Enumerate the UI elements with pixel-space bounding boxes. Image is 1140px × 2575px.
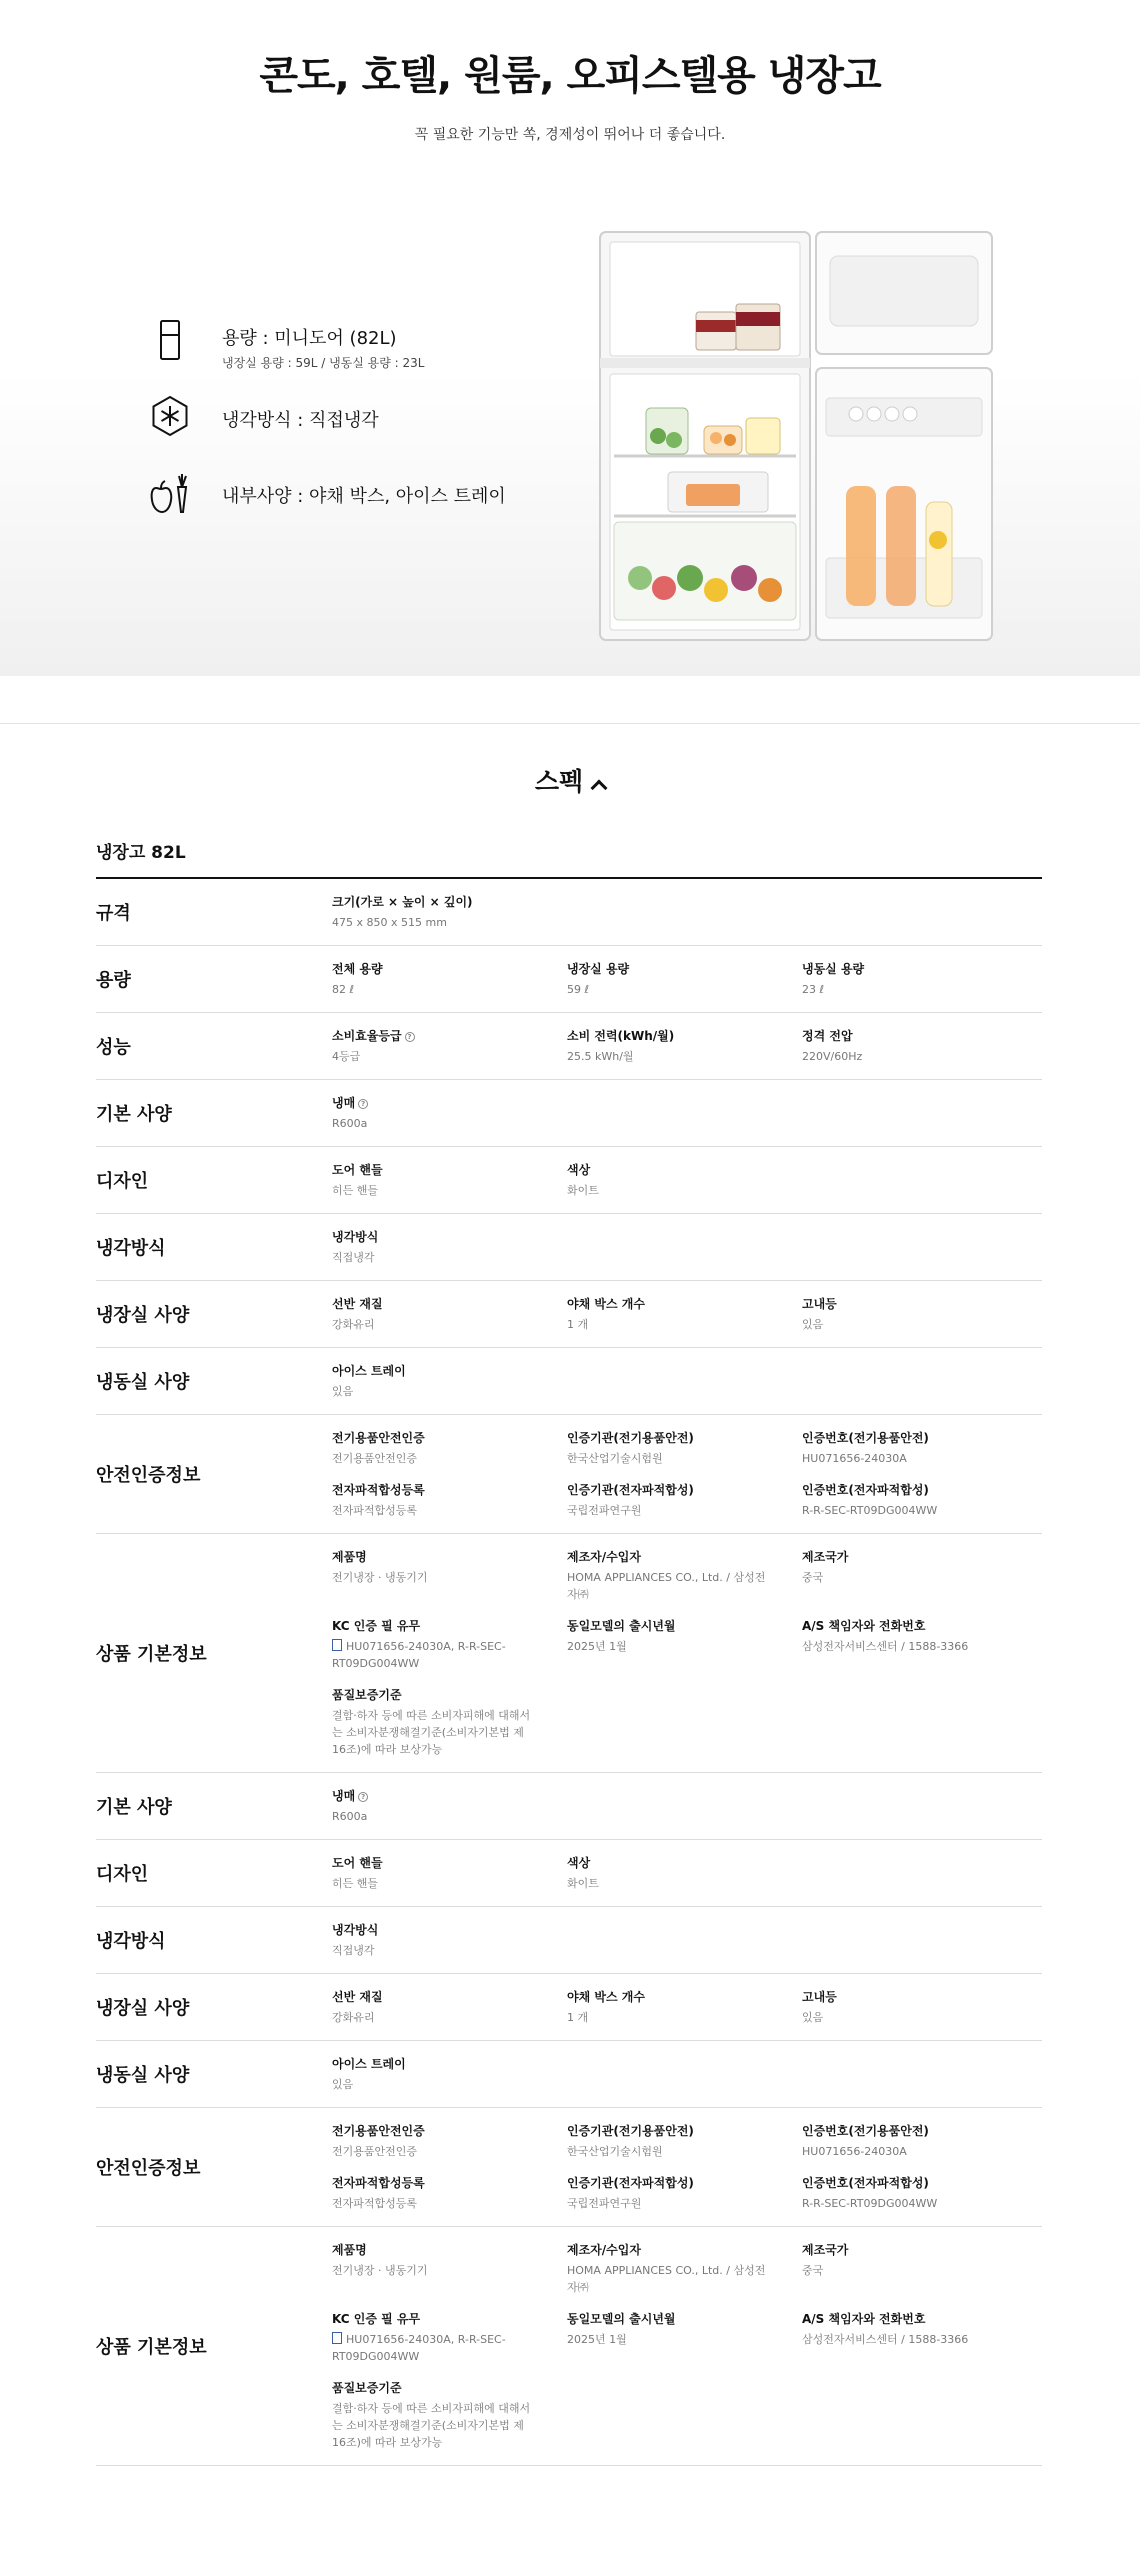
- spec-row-label: 기본 사양: [96, 1797, 172, 1818]
- spec-cell: [332, 1027, 567, 1079]
- spec-key: 제조국가: [802, 2243, 849, 2257]
- spec-row: [96, 946, 1042, 1013]
- spec-row: [96, 1907, 1042, 1974]
- spec-cell: [332, 1481, 567, 1533]
- spec-value: 있음: [332, 1385, 354, 1398]
- spec-cell: [567, 1617, 802, 1686]
- spec-key: 제조국가: [802, 1550, 849, 1564]
- spec-cell: [567, 1988, 802, 2040]
- spec-value: R600a: [332, 1810, 368, 1823]
- spec-cell: [567, 1161, 802, 1213]
- spec-cell: [802, 2310, 1037, 2379]
- spec-cell: [332, 2174, 567, 2226]
- spec-key: 전자파적합성등록: [332, 1483, 425, 1497]
- kc-mark-icon: [332, 2332, 342, 2344]
- spec-key: 선반 재질: [332, 1297, 383, 1311]
- spec-key: 도어 핸들: [332, 1163, 383, 1177]
- spec-cells: [332, 879, 1042, 945]
- spec-cell: [802, 2241, 1037, 2310]
- spec-key: 품질보증기준: [332, 2381, 402, 2395]
- spec-key: 크기(가로 × 높이 × 깊이): [332, 895, 473, 909]
- spec-value: 4등급: [332, 1050, 361, 1063]
- spec-cell: [567, 960, 802, 1012]
- spec-row-label: 디자인: [96, 1171, 149, 1192]
- spec-cell: [332, 1362, 567, 1414]
- spec-value: 있음: [802, 2011, 824, 2024]
- spec-key: 전기용품안전인증: [332, 1431, 425, 1445]
- spec-key: 제품명: [332, 1550, 367, 1564]
- spec-cell: [802, 1027, 1037, 1079]
- info-icon[interactable]: ?: [358, 1099, 368, 1109]
- spec-key: 제조자/수입자: [567, 1550, 641, 1564]
- spec-key: 소비효율등급: [332, 1029, 402, 1043]
- spec-row: [96, 1080, 1042, 1147]
- spec-cells: [332, 1907, 1042, 1973]
- spec-value: 전자파적합성등록: [332, 1504, 418, 1517]
- spec-key: 품질보증기준: [332, 1688, 402, 1702]
- spec-row: [96, 1974, 1042, 2041]
- spec-cell: [567, 1295, 802, 1347]
- spec-value: 히든 핸들: [332, 1877, 379, 1890]
- spec-key: 냉각방식: [332, 1230, 379, 1244]
- spec-value: 한국산업기술시험원: [567, 1452, 663, 1465]
- spec-row: [96, 1147, 1042, 1214]
- spec-value: 직접냉각: [332, 1251, 375, 1264]
- spec-value: 82 ℓ: [332, 983, 355, 996]
- spec-value: 삼성전자서비스센터 / 1588-3366: [802, 2333, 969, 2346]
- spec-value: 결함·하자 등에 따른 소비자피해에 대해서는 소비자분쟁해결기준(소비자기본법 제16조)에 따라 보상가능: [332, 2402, 531, 2449]
- spec-cell: [332, 1988, 567, 2040]
- spec-key: 소비 전력(kWh/월): [567, 1029, 675, 1043]
- spec-row: [96, 1281, 1042, 1348]
- spec-value: R-R-SEC-RT09DG004WW: [802, 1504, 938, 1517]
- hero-title: 콘도, 호텔, 원룸, 오피스텔용 냉장고: [259, 53, 881, 99]
- spec-key: 인증기관(전자파적합성): [567, 1483, 694, 1497]
- spec-rows: [96, 879, 1042, 2466]
- spec-value: 220V/60Hz: [802, 1050, 863, 1063]
- spec-value: R600a: [332, 1117, 368, 1130]
- spec-cell: [332, 1228, 567, 1280]
- spec-key: 동일모델의 출시년월: [567, 2312, 676, 2326]
- spec-cells: [332, 1974, 1042, 2040]
- spec-cell: [332, 2379, 567, 2465]
- spec-row-label: 냉장실 사양: [96, 1305, 190, 1326]
- spec-row-label: 안전인증정보: [96, 2158, 201, 2179]
- spec-cells: [332, 1080, 1042, 1146]
- spec-key: 인증번호(전자파적합성): [802, 2176, 929, 2190]
- spec-key: 제조자/수입자: [567, 2243, 641, 2257]
- spec-value: 475 x 850 x 515 mm: [332, 916, 447, 929]
- spec-row: [96, 879, 1042, 946]
- spec-cell: [332, 1295, 567, 1347]
- spec-cell: [567, 2310, 802, 2379]
- spec-cell: [567, 1854, 802, 1906]
- spec-key: 인증기관(전자파적합성): [567, 2176, 694, 2190]
- spec-row: [96, 1773, 1042, 1840]
- fridge-icon: [148, 318, 192, 362]
- spec-cells: [332, 1147, 1042, 1213]
- spec-value: 직접냉각: [332, 1944, 375, 1957]
- chevron-up-icon: [591, 780, 608, 797]
- spec-key: 냉각방식: [332, 1923, 379, 1937]
- spec-cells: [332, 2227, 1042, 2465]
- spec-toggle[interactable]: [0, 762, 1140, 798]
- spec-cells: [332, 1281, 1042, 1347]
- spec-key: A/S 책임자와 전화번호: [802, 2312, 926, 2326]
- kc-mark-icon: [332, 1639, 342, 1651]
- spec-value: HOMA APPLIANCES CO., Ltd. / 삼성전자㈜: [567, 1571, 766, 1601]
- spec-value: 히든 핸들: [332, 1184, 379, 1197]
- spec-value: R-R-SEC-RT09DG004WW: [802, 2197, 938, 2210]
- spec-row-label: 상품 기본정보: [96, 2337, 207, 2358]
- spec-cells: [332, 1840, 1042, 1906]
- spec-key: 전체 용량: [332, 962, 383, 976]
- spec-value: 강화유리: [332, 1318, 375, 1331]
- spec-value: 23 ℓ: [802, 983, 825, 996]
- spec-key: 냉매: [332, 1789, 356, 1803]
- spec-key: 인증기관(전기용품안전): [567, 1431, 694, 1445]
- spec-key: 인증번호(전기용품안전): [802, 2124, 929, 2138]
- spec-value: 2025년 1월: [567, 2333, 627, 2346]
- spec-row-label: 냉장실 사양: [96, 1998, 190, 2019]
- feature-capacity-text: 용량 : 미니도어 (82L): [222, 328, 397, 349]
- spec-row: [96, 2227, 1042, 2466]
- spec-value: 2025년 1월: [567, 1640, 627, 1653]
- spec-cell: [802, 1295, 1037, 1347]
- spec-key: 아이스 트레이: [332, 2057, 406, 2071]
- spec-value: 강화유리: [332, 2011, 375, 2024]
- spec-value: 전기냉장 · 냉동기기: [332, 2264, 428, 2277]
- spec-value: 전기냉장 · 냉동기기: [332, 1571, 428, 1584]
- spec-value: 화이트: [567, 1877, 599, 1890]
- spec-value: 25.5 kWh/월: [567, 1050, 634, 1063]
- info-icon[interactable]: ?: [358, 1792, 368, 1802]
- spec-value: 한국산업기술시험원: [567, 2145, 663, 2158]
- spec-value: 1 개: [567, 1318, 589, 1331]
- spec-key: 야채 박스 개수: [567, 1990, 645, 2004]
- spec-value: 전기용품안전인증: [332, 2145, 418, 2158]
- spec-cell: [567, 2174, 802, 2226]
- spec-cells: [332, 1013, 1042, 1079]
- feature-interior-text: 내부사양 : 야채 박스, 아이스 트레이: [222, 486, 506, 507]
- spec-value: 결함·하자 등에 따른 소비자피해에 대해서는 소비자분쟁해결기준(소비자기본법 제16조)에 따라 보상가능: [332, 1709, 531, 1756]
- spec-key: 제품명: [332, 2243, 367, 2257]
- spec-cells: [332, 1415, 1042, 1533]
- spec-key: 색상: [567, 1856, 591, 1870]
- spec-value: 있음: [332, 2078, 354, 2091]
- info-icon[interactable]: ?: [405, 1032, 415, 1042]
- spec-cell: [332, 1787, 567, 1839]
- spec-cell: [802, 1429, 1037, 1481]
- spec-row-label: 성능: [96, 1037, 131, 1058]
- spec-row: [96, 1415, 1042, 1534]
- spec-key: 동일모델의 출시년월: [567, 1619, 676, 1633]
- spec-key: 인증번호(전자파적합성): [802, 1483, 929, 1497]
- spec-key: 냉매: [332, 1096, 356, 1110]
- spec-key: 전기용품안전인증: [332, 2124, 425, 2138]
- spec-key: 전자파적합성등록: [332, 2176, 425, 2190]
- spec-value: HOMA APPLIANCES CO., Ltd. / 삼성전자㈜: [567, 2264, 766, 2294]
- spec-cell: [332, 2122, 567, 2174]
- spec-cell: [802, 960, 1037, 1012]
- spec-cell: [567, 2241, 802, 2310]
- spec-cell: [332, 2310, 567, 2379]
- spec-key: 고내등: [802, 1297, 837, 1311]
- hero-section: [0, 0, 1140, 676]
- spec-value: HU071656-24030A, R-R-SEC-RT09DG004WW: [332, 2333, 506, 2363]
- spec-row-label: 상품 기본정보: [96, 1644, 207, 1665]
- snowflake-icon: [148, 394, 192, 438]
- spec-value: 1 개: [567, 2011, 589, 2024]
- spec-key: 색상: [567, 1163, 591, 1177]
- spec-row-label: 냉동실 사양: [96, 1372, 190, 1393]
- spec-cell: [802, 2122, 1037, 2174]
- spec-cell: [802, 1617, 1037, 1686]
- spec-value: 있음: [802, 1318, 824, 1331]
- spec-cell: [802, 1481, 1037, 1533]
- spec-row: [96, 1214, 1042, 1281]
- spec-cell: [802, 1548, 1037, 1617]
- spec-model-title: 냉장고 82L: [96, 838, 1042, 879]
- vegetable-icon: [148, 470, 198, 514]
- spec-cell: [332, 1548, 567, 1617]
- spec-cell: [332, 1921, 567, 1973]
- spec-row-label: 기본 사양: [96, 1104, 172, 1125]
- spec-key: 아이스 트레이: [332, 1364, 406, 1378]
- spec-value: 59 ℓ: [567, 983, 590, 996]
- spec-value: 국립전파연구원: [567, 1504, 642, 1517]
- spec-key: 인증번호(전기용품안전): [802, 1431, 929, 1445]
- spec-cell: [332, 1686, 567, 1772]
- spec-value: 국립전파연구원: [567, 2197, 642, 2210]
- spec-table: [96, 838, 1042, 2466]
- spec-row: [96, 1348, 1042, 1415]
- spec-key: 야채 박스 개수: [567, 1297, 645, 1311]
- spec-value: 전자파적합성등록: [332, 2197, 418, 2210]
- spec-cell: [332, 2241, 567, 2310]
- section-divider: [0, 723, 1140, 724]
- spec-cell: [332, 1854, 567, 1906]
- spec-row-label: 냉동실 사양: [96, 2065, 190, 2086]
- spec-cells: [332, 946, 1042, 1012]
- spec-key: KC 인증 필 유무: [332, 1619, 421, 1633]
- spec-cell: [567, 1548, 802, 1617]
- spec-row: [96, 1013, 1042, 1080]
- spec-value: 전기용품안전인증: [332, 1452, 418, 1465]
- spec-row: [96, 1534, 1042, 1773]
- spec-value: HU071656-24030A, R-R-SEC-RT09DG004WW: [332, 1640, 506, 1670]
- spec-key: KC 인증 필 유무: [332, 2312, 421, 2326]
- spec-header-label: 스펙: [534, 767, 584, 796]
- spec-row-label: 용량: [96, 970, 131, 991]
- spec-value: HU071656-24030A: [802, 2145, 907, 2158]
- spec-key: 도어 핸들: [332, 1856, 383, 1870]
- spec-value: HU071656-24030A: [802, 1452, 907, 1465]
- spec-row-label: 안전인증정보: [96, 1465, 201, 1486]
- spec-cell: [567, 2122, 802, 2174]
- hero-subtitle: 꼭 필요한 기능만 쏙, 경제성이 뛰어나 더 좋습니다.: [414, 127, 726, 143]
- spec-cell: [332, 960, 567, 1012]
- spec-cell: [332, 1429, 567, 1481]
- spec-value: 중국: [802, 1571, 824, 1584]
- spec-key: 선반 재질: [332, 1990, 383, 2004]
- spec-key: 인증기관(전기용품안전): [567, 2124, 694, 2138]
- spec-cell: [332, 1161, 567, 1213]
- spec-cells: [332, 1534, 1042, 1772]
- spec-cell: [332, 2055, 567, 2107]
- spec-row: [96, 1840, 1042, 1907]
- spec-cells: [332, 1773, 1042, 1839]
- spec-cell: [567, 1481, 802, 1533]
- spec-value: 삼성전자서비스센터 / 1588-3366: [802, 1640, 969, 1653]
- spec-cell: [332, 1617, 567, 1686]
- spec-row-label: 냉각방식: [96, 1931, 166, 1952]
- spec-row-label: 냉각방식: [96, 1238, 166, 1259]
- spec-row-label: 디자인: [96, 1864, 149, 1885]
- spec-value: 화이트: [567, 1184, 599, 1197]
- spec-cells: [332, 1348, 1042, 1414]
- spec-key: 냉동실 용량: [802, 962, 865, 976]
- spec-key: A/S 책임자와 전화번호: [802, 1619, 926, 1633]
- spec-cell: [332, 893, 567, 945]
- spec-key: 냉장실 용량: [567, 962, 630, 976]
- spec-cells: [332, 1214, 1042, 1280]
- spec-cell: [332, 1094, 567, 1146]
- fridge-image: [598, 228, 996, 658]
- feature-capacity-sub: 냉장실 용량 : 59L / 냉동실 용량 : 23L: [222, 356, 425, 370]
- spec-cell: [802, 2174, 1037, 2226]
- feature-cooling-text: 냉각방식 : 직접냉각: [222, 410, 379, 431]
- spec-cell: [567, 1027, 802, 1079]
- spec-cells: [332, 2108, 1042, 2226]
- spec-cell: [802, 1988, 1037, 2040]
- spec-row: [96, 2041, 1042, 2108]
- spec-key: 고내등: [802, 1990, 837, 2004]
- spec-cells: [332, 2041, 1042, 2107]
- spec-row-label: 규격: [96, 903, 131, 924]
- spec-key: 정격 전압: [802, 1029, 853, 1043]
- spec-cell: [567, 1429, 802, 1481]
- spec-row: [96, 2108, 1042, 2227]
- spec-value: 중국: [802, 2264, 824, 2277]
